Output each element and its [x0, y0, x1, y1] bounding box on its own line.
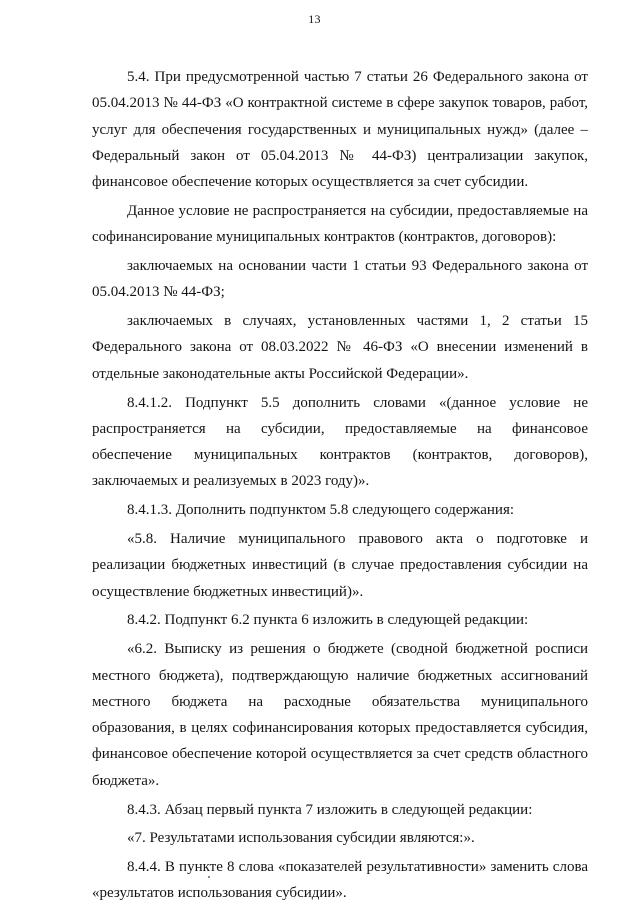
paragraph-exception-item-1: заключаемых на основании части 1 статьи 93 Федерального закона от 05.04.2013 № 44-ФЗ;	[92, 258, 588, 301]
paragraph-6-2: «6.2. Выписку из решения о бюджете (сводной бюджетной росписи местного бюджета), подтверждающую наличие бюджетных ассигнований местного бюджета на расходные обязательства муниципального образования, в целях софинансирования которых предоставляется субсидия, финансовое обеспечение которой осуществляется за счет средств областного бюджета».	[92, 641, 588, 789]
paragraph-8-4-1-3: 8.4.1.3. Дополнить подпунктом 5.8 следующего содержания:	[127, 502, 515, 519]
paragraph-8-4-4: 8.4.4. В пункте 8 слова «показателей результативности» заменить слова «результатов использования субсидии».	[92, 859, 588, 902]
paragraph-5-8: «5.8. Наличие муниципального правового акта о подготовке и реализации бюджетных инвестиций (в случае предоставления субсидии на осуществление бюджетных инвестиций)».	[92, 531, 588, 600]
paragraph-8-4-2: 8.4.2. Подпункт 6.2 пункта 6 изложить в следующей редакции:	[127, 612, 529, 629]
document-body	[92, 64, 588, 909]
paragraph-exception-item-2: заключаемых в случаях, установленных частями 1, 2 статьи 15 Федерального закона от 08.03.2022 № 46-ФЗ «О внесении изменений в отдельные законодательные акты Российской Федерации».	[92, 313, 588, 382]
paragraph-8-4-1-2: 8.4.1.2. Подпункт 5.5 дополнить словами «(данное условие не распространяется на субсидии, предоставляемые на финансовое обеспечение муниципальных контрактов (контрактов, договоров), заключаемых и реализуемых в 2023 году)».	[92, 394, 588, 490]
scan-speck	[208, 876, 210, 878]
paragraph-5-4: 5.4. При предусмотренной частью 7 статьи 26 Федерального закона от 05.04.2013 № 44-ФЗ «О контрактной системе в сфере закупок товаров, работ, услуг для обеспечения государственных и муниципальных нужд» (далее – Федеральный закон от 05.04.2013 № 44-ФЗ) централизации закупок, финансовое обеспечение которых осуществляется за счет субсидии.	[92, 69, 588, 191]
paragraph-condition-exception: Данное условие не распространяется на субсидии, предоставляемые на софинансирование муниципальных контрактов (контрактов, договоров):	[92, 202, 588, 246]
page-number: 13	[308, 12, 321, 26]
paragraph-7: «7. Результатами использования субсидии являются:».	[127, 830, 475, 847]
paragraph-8-4-3: 8.4.3. Абзац первый пункта 7 изложить в следующей редакции:	[127, 801, 533, 818]
